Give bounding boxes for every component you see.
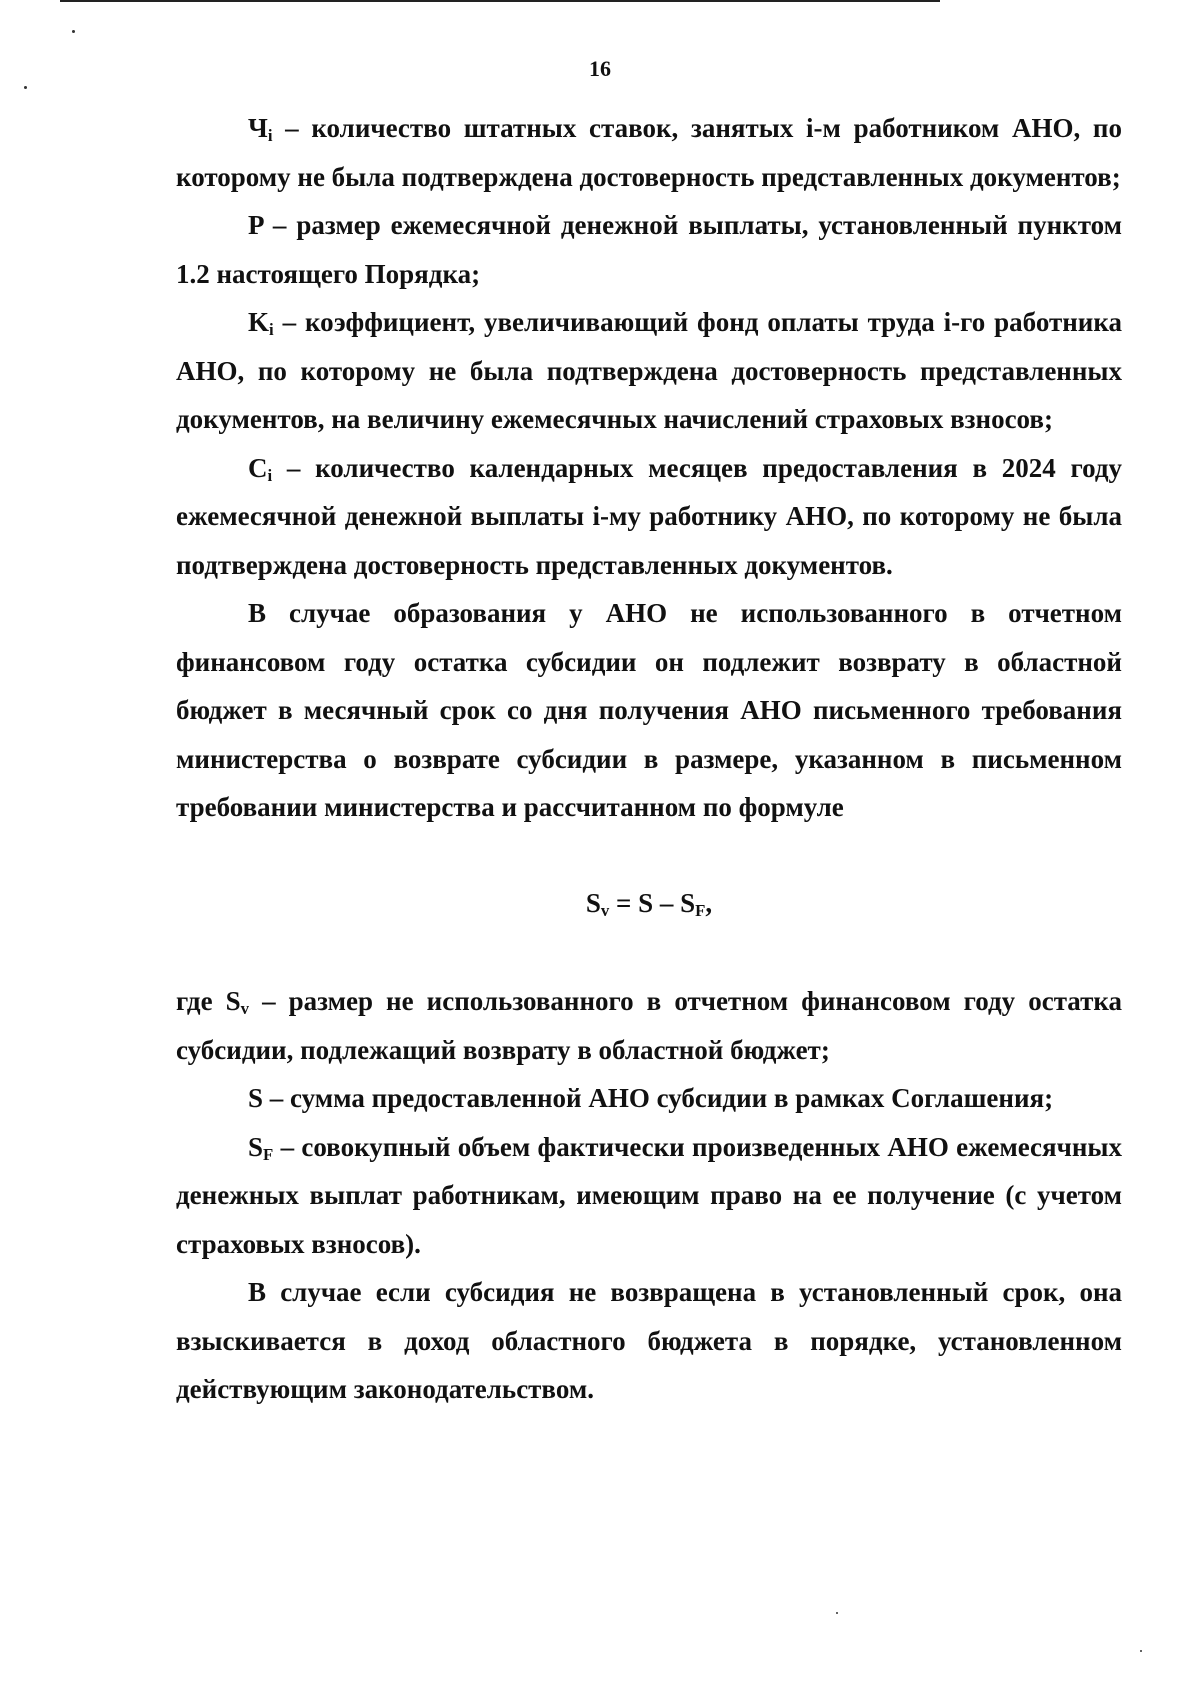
paragraph-text: – коэффициент, увеличивающий фонд оплаты труда i-го работника АНО, по которому не была подтверждена достоверность представленных документов, на величину ежемесячных начислений страховых взносов;	[176, 307, 1122, 434]
where-prefix: где S	[176, 986, 241, 1016]
top-border-line	[60, 0, 940, 2]
paragraph-p-definition	[176, 201, 1122, 298]
formula-lhs-subscript: v	[600, 900, 610, 920]
paragraph-ch-definition	[176, 104, 1122, 201]
paragraph-k-definition	[176, 298, 1122, 444]
formula-lhs: S	[585, 887, 601, 918]
scan-speck	[72, 30, 75, 33]
paragraph-recovery-rule	[176, 1268, 1122, 1414]
where-subscript: v	[240, 999, 250, 1019]
paragraph-where-sv	[176, 977, 1122, 1074]
variable-subscript: F	[263, 1144, 274, 1164]
scan-speck	[24, 86, 27, 89]
variable: Ч	[248, 113, 268, 143]
formula-middle: = S – S	[609, 887, 696, 918]
paragraph-text: P – размер ежемесячной денежной выплаты, установленный пунктом 1.2 настоящего Порядка;	[176, 210, 1122, 289]
paragraph-s-definition	[176, 1074, 1122, 1123]
paragraph-c-definition	[176, 444, 1122, 590]
variable: S	[248, 1131, 264, 1162]
paragraph-text: – размер не использованного в отчетном финансовом году остатка субсидии, подлежащий возврату в областной бюджет;	[176, 986, 1122, 1065]
paragraph-text: В случае образования у АНО не использованного в отчетном финансовом году остатка субсидии он подлежит возврату в областной бюджет в месячный срок со дня получения АНО письменного требования министерства о возврате субсидии в размере, указанном в письменном требовании министерства и рассчитанном по формуле	[176, 598, 1122, 822]
paragraph-text: – совокупный объем фактически произведенных АНО ежемесячных денежных выплат работникам, имеющим право на ее получение (с учетом страховых взносов).	[176, 1131, 1122, 1259]
paragraph-sf-definition	[176, 1123, 1122, 1269]
page-number: 16	[589, 56, 611, 81]
paragraph-text: – количество штатных ставок, занятых i-м работником АНО, по которому не была подтверждена достоверность представленных документов;	[176, 113, 1122, 192]
variable-subscript: i	[267, 126, 273, 146]
paragraph-text: S – сумма предоставленной АНО субсидии в рамках Соглашения;	[248, 1083, 1054, 1113]
variable-subscript: i	[269, 320, 274, 340]
formula-rhs-subscript: F	[695, 900, 706, 920]
paragraph-refund-rule	[176, 589, 1122, 832]
scan-speck	[836, 1612, 838, 1614]
scan-speck	[1140, 1650, 1142, 1652]
variable-subscript: i	[267, 465, 273, 485]
paragraph-text: – количество календарных месяцев предоставления в 2024 году ежемесячной денежной выплаты i-му работнику АНО, по которому не была подтверждена достоверность представленных документов.	[176, 452, 1122, 580]
variable: C	[248, 452, 268, 483]
variable: K	[248, 307, 270, 337]
paragraph-text: В случае если субсидия не возвращена в установленный срок, она взыскивается в доход областного бюджета в порядке, установленном действующим законодательством.	[176, 1277, 1122, 1404]
formula	[176, 879, 1122, 928]
document-body	[176, 104, 1122, 1414]
formula-tail: ,	[705, 887, 713, 918]
